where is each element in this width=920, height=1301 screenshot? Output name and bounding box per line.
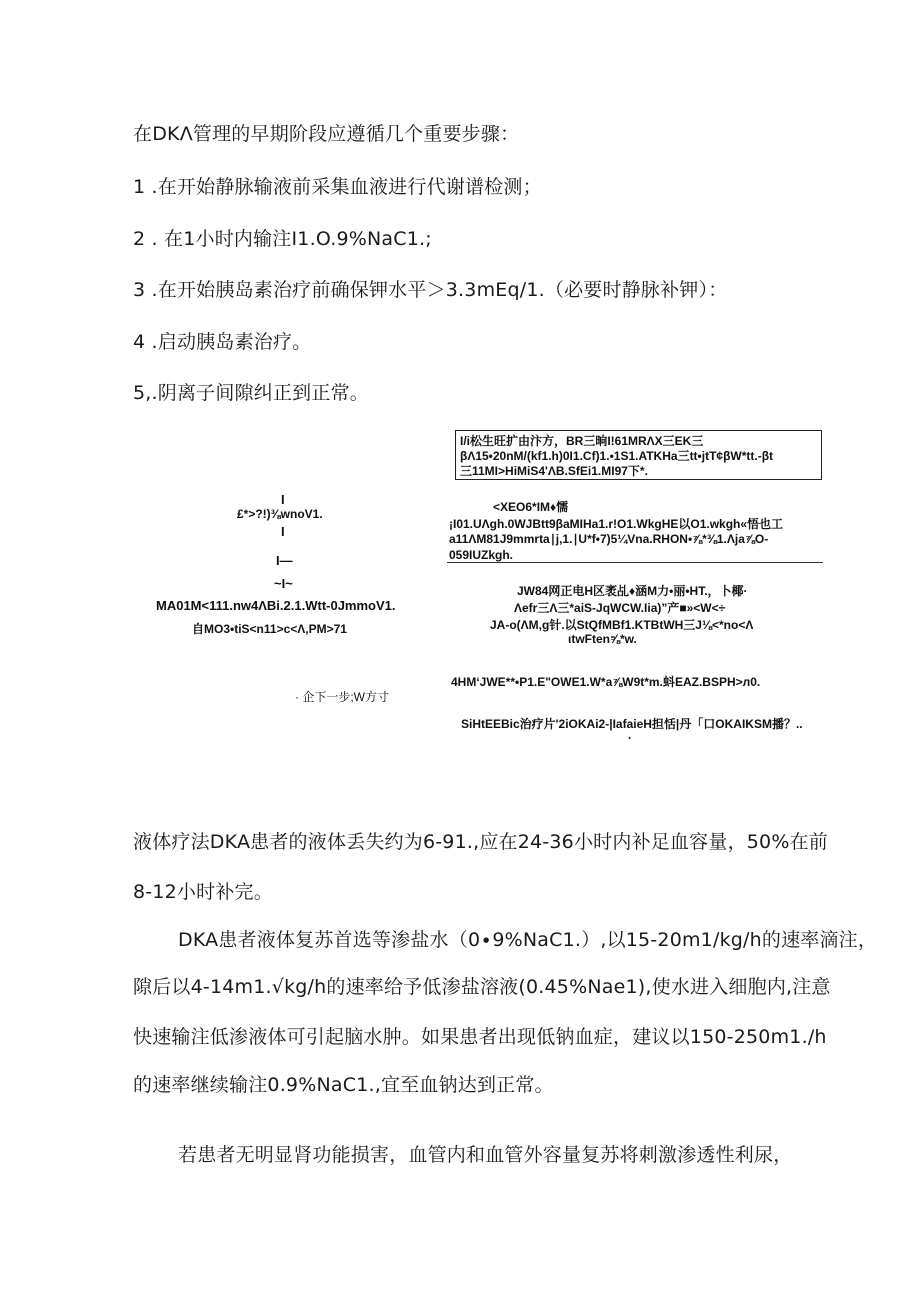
para1-line-2: 8-12小时补完。 <box>133 881 273 903</box>
step-5: 5,.阴离子间隙纠正到正常。 <box>133 382 369 404</box>
figure-left-label: I— <box>276 553 293 568</box>
figure-right-label: SiHtEEBic治疗片'2iOKAi2-|IafaieH担恬|丹「口OKAIKSM播？.. <box>461 717 803 731</box>
step-3: 3 .在开始胰岛素治疗前确保钾水平＞3.3mEq∕1.（必要时静脉补钾）： <box>133 279 728 301</box>
figure-left-label: I <box>281 524 285 539</box>
figure-right-label: <XEO6*IM♦懦 <box>493 500 569 514</box>
intro-text: 在DKΛ管理的早期阶段应遵循几个重要步骤： <box>133 123 520 145</box>
figure-right-label: Λefr三Λ三*aiS-JqWCW.Iia)”产■»<W<÷ <box>514 601 726 615</box>
figure-left-label: 自MO3•tiS<n11>c<Λ,PM>71 <box>192 622 347 636</box>
para2-line-1: DKA患者液体复苏首选等渗盐水（0∙9%NaC1.）,以15-20m1∕kg∕h的速率滴注， <box>178 929 878 951</box>
figure-box-line: βΛ15•20nM/(kf1.h)0I1.Cf)1.•1S1.ATKHa三tt•jtT¢βW*tt.-βt <box>460 449 774 463</box>
figure-box-line: I/i松生旺扩由汴方，BR三晌I!61MRΛX三EK三 <box>460 434 704 448</box>
step-2: 2 . 在1小时内输注I1.O.9%NaC1.; <box>133 228 432 250</box>
figure-right-label: JW84网正电H区袤乩♦涵M力•丽•HT.，卜椰· <box>517 584 748 598</box>
figure-left-label: MA01M<111.nw4ΛBi.2.1.Wtt-0JmmoV1. <box>156 598 396 613</box>
para2-line-3: 快速输注低渗液体可引起脑水肿。如果患者出现低钠血症，建议以150-250m1./h <box>133 1026 827 1048</box>
figure-left-label: · 企下一步;W方寸 <box>295 690 389 704</box>
figure-divider <box>447 562 823 563</box>
para1-line-1: 液体疗法DKA患者的液体丢失约为6-91.,应在24-36小时内补足血容量，50%在前 <box>133 831 828 853</box>
step-1: 1 .在开始静脉输液前采集血液进行代谢谱检测； <box>133 176 542 198</box>
figure-left-label: £*>?!)⅜wnoV1. <box>237 507 323 521</box>
figure-right-label: JA-o(ΛM,g针.以StQfMBf1.KTBtWH三J⅛<*no<Λ <box>490 618 754 632</box>
figure-box-line: 三11MI>HiMiS4'ΛB.SfEi1.MI97下*. <box>460 464 648 478</box>
figure-left-label: I <box>281 492 285 507</box>
para3-line-1: 若患者无明显肾功能损害，血管内和血管外容量复苏将刺激渗透性利尿， <box>178 1144 793 1166</box>
figure-right-label: 059IUZkgh. <box>449 548 514 562</box>
figure-left-label: ~I~ <box>274 576 293 591</box>
para2-line-2: 隙后以4-14m1.√kg∕h的速率给予低渗盐溶液(0.45%Nae1),使水进入细胞内,注意 <box>133 976 831 998</box>
para2-line-4: 的速率继续输注0.9%NaC1.,宜至血钠达到正常。 <box>133 1074 554 1096</box>
figure-right-label: · <box>628 731 632 745</box>
figure-right-label: ιtwFten⅝*w. <box>568 632 637 646</box>
figure-right-label: a11ΛM81J9mmrta∣j,1.∣U*f•7)5¼Vna.RHON•⅞*⅜1.Λja⅞O- <box>449 532 769 546</box>
figure-right-label: 4HMʻJWE**•P1.E"OWE1.W*a⅞W9t*m.蚪EAZ.BSPH>л0. <box>451 675 761 689</box>
figure-right-label: ¡I01.UΛgh.0WJBtt9βaMIHa1.r!O1.WkgHE以O1.wkgh«悟也工 <box>449 517 784 531</box>
step-4: 4 .启动胰岛素治疗。 <box>133 331 312 353</box>
